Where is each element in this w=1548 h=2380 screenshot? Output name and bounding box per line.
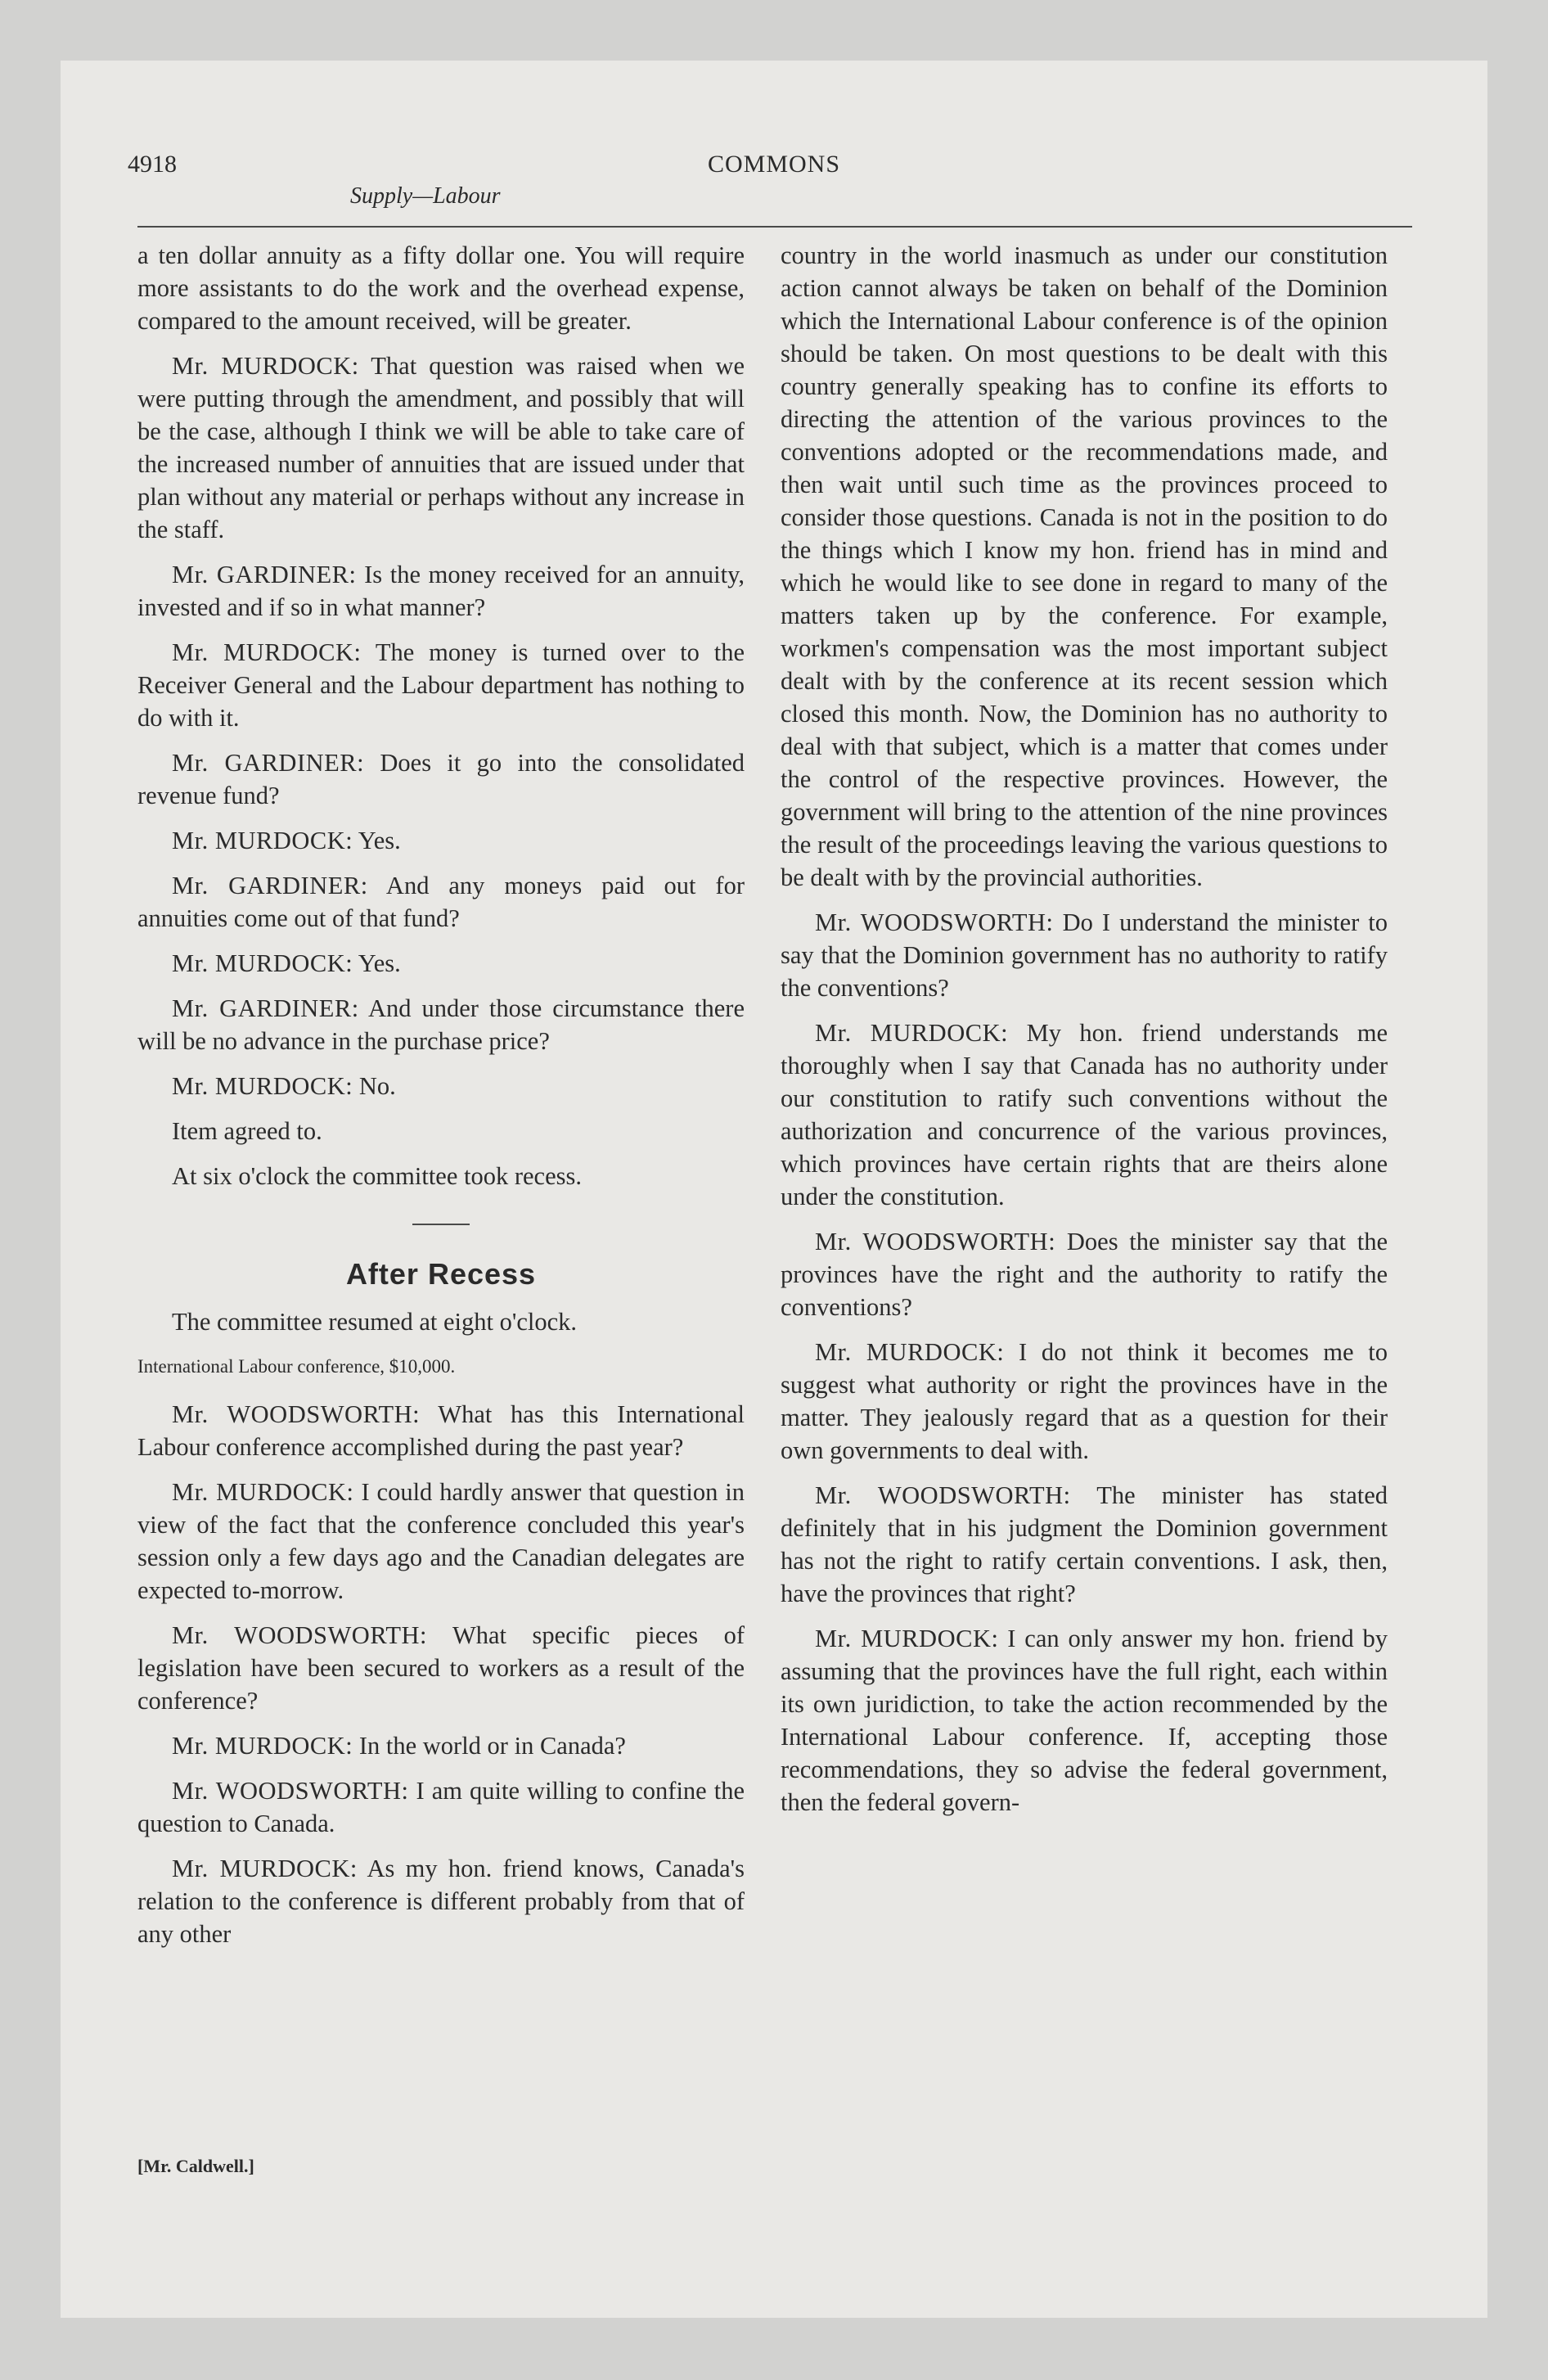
speech: I could hardly answer that question in view of the fact that the conference concluded this year's session only a few days ago and the Canadian delegates are expected to-morrow. bbox=[137, 1478, 745, 1604]
speaker: Mr. MURDOCK: bbox=[172, 1072, 353, 1100]
speaker: Mr. MURDOCK: bbox=[172, 1732, 353, 1760]
speech: Yes. bbox=[353, 827, 401, 854]
speech: What specific pieces of legislation have been secured to workers as a result of the conference? bbox=[137, 1621, 745, 1715]
speaker: Mr. GARDINER: bbox=[172, 994, 359, 1022]
paragraph bbox=[137, 746, 745, 812]
paragraph bbox=[137, 636, 745, 734]
speech: Do I understand the minister to say that the Dominion government has no authority to ratify the conventions? bbox=[781, 908, 1388, 1002]
speech: The money is turned over to the Receiver General and the Labour department has nothing to do with it. bbox=[137, 638, 745, 732]
speaker: Mr. GARDINER: bbox=[172, 561, 357, 588]
speech: As my hon. friend knows, Canada's relation to the conference is different probably from that of any other bbox=[137, 1855, 745, 1948]
paragraph: Item agreed to. bbox=[172, 1117, 322, 1145]
speech: And under those circumstance there will be no advance in the purchase price? bbox=[137, 994, 745, 1055]
speaker: Mr. MURDOCK: bbox=[815, 1625, 999, 1652]
paragraph bbox=[137, 1729, 745, 1762]
paragraph bbox=[781, 1225, 1388, 1323]
right-column bbox=[781, 239, 1388, 1831]
speaker: Mr. WOODSWORTH: bbox=[815, 908, 1054, 936]
page-number: 4918 bbox=[128, 151, 177, 178]
speech: Yes. bbox=[353, 949, 401, 977]
speaker: Mr. WOODSWORTH: bbox=[815, 1228, 1056, 1255]
speaker: Mr. MURDOCK: bbox=[815, 1338, 1005, 1366]
speaker: Mr. MURDOCK: bbox=[172, 352, 359, 380]
paragraph bbox=[137, 947, 745, 980]
paragraph bbox=[137, 1070, 745, 1102]
speaker: Mr. GARDINER: bbox=[172, 749, 365, 777]
speaker: Mr. WOODSWORTH: bbox=[815, 1481, 1071, 1509]
paragraph bbox=[137, 1476, 745, 1607]
running-head: COMMONS bbox=[707, 151, 841, 178]
paragraph bbox=[781, 1479, 1388, 1610]
speech: And any moneys paid out for annuities come out of that fund? bbox=[137, 872, 745, 932]
paragraph bbox=[137, 824, 745, 857]
paragraph bbox=[137, 1619, 745, 1717]
speech: My hon. friend understands me thoroughly when I say that Canada has no authority under our constitution to ratify such conventions without the authorization and concurrence of the various provinces, which provinces have certain rights that are theirs alone under the constitution. bbox=[781, 1019, 1388, 1210]
speech: No. bbox=[353, 1072, 396, 1100]
speaker: Mr. MURDOCK: bbox=[172, 1855, 358, 1882]
header-rule bbox=[137, 226, 1412, 228]
footer-note: [Mr. Caldwell.] bbox=[137, 2156, 254, 2176]
paragraph bbox=[137, 1398, 745, 1463]
speech: In the world or in Canada? bbox=[353, 1732, 626, 1760]
speaker: Mr. WOODSWORTH: bbox=[172, 1777, 409, 1805]
paragraph bbox=[781, 1016, 1388, 1213]
speech: What has this International Labour conference accomplished during the past year? bbox=[137, 1400, 745, 1461]
paragraph bbox=[781, 1336, 1388, 1467]
speech: I do not think it becomes me to suggest what authority or right the provinces have in the matter. They jealously regard that as a question for their own governments to deal with. bbox=[781, 1338, 1388, 1464]
speaker: Mr. MURDOCK: bbox=[172, 949, 353, 977]
speech: Is the money received for an annuity, invested and if so in what manner? bbox=[137, 561, 745, 621]
speaker: Mr. MURDOCK: bbox=[172, 638, 362, 666]
paragraph bbox=[137, 1774, 745, 1840]
left-column bbox=[137, 239, 745, 1963]
paragraph bbox=[137, 992, 745, 1057]
speaker: Mr. MURDOCK: bbox=[815, 1019, 1009, 1047]
paragraph bbox=[137, 558, 745, 624]
paragraph bbox=[781, 1622, 1388, 1819]
paragraph bbox=[137, 1852, 745, 1950]
paragraph bbox=[781, 906, 1388, 1004]
speaker: Mr. GARDINER: bbox=[172, 872, 368, 899]
speech: The minister has stated definitely that in his judgment the Dominion government has not the right to ratify certain conventions. I ask, then, have the provinces that right? bbox=[781, 1481, 1388, 1607]
speaker: Mr. MURDOCK: bbox=[172, 827, 353, 854]
vote-item: International Labour conference, $10,000. bbox=[137, 1356, 456, 1377]
section-heading: After Recess bbox=[345, 1257, 537, 1291]
paragraph: country in the world inasmuch as under our constitution action cannot always be taken on behalf of the Dominion which the International Labour conference is of the opinion should be taken. On most questions to be dealt with this country generally speaking has to confine its efforts to directing the attention of the various provinces to the conventions adopted or the recommendations made, and then wait until such time as the provinces proceed to consider those questions. Canada is not in the position to do the things which I know my hon. friend has in mind and which he would like to see done in regard to many of the matters taken up by the conference. For example, workmen's compensation was the most important subject dealt with by the conference at its recent session which closed this month. Now, the Dominion has no authority to deal with that subject, which is a matter that comes under the control of the respective provinces. However, the government will bring to the attention of the nine provinces the result of the proceedings leaving the various questions to be dealt with by the provincial authorities. bbox=[781, 241, 1388, 891]
paragraph: At six o'clock the committee took recess. bbox=[172, 1162, 582, 1190]
speaker: Mr. WOODSWORTH: bbox=[172, 1400, 421, 1428]
section-divider bbox=[412, 1224, 470, 1225]
section-head: Supply—Labour bbox=[350, 183, 501, 209]
speech: Does it go into the consolidated revenue fund? bbox=[137, 749, 745, 809]
speech: Does the minister say that the provinces have the right and the authority to ratify the conventions? bbox=[781, 1228, 1388, 1321]
speech: I can only answer my hon. friend by assuming that the provinces have the full right, each within its own juridiction, to take the action recommended by the International Labour conference. If, accepting those recommendations, they so advise the federal government, then the federal govern- bbox=[781, 1625, 1388, 1816]
paragraph bbox=[137, 869, 745, 935]
paragraph: a ten dollar annuity as a fifty dollar one. You will require more assistants to do the work and the overhead expense, compared to the amount received, will be greater. bbox=[137, 241, 745, 335]
speaker: Mr. MURDOCK: bbox=[172, 1478, 354, 1506]
speaker: Mr. WOODSWORTH: bbox=[172, 1621, 427, 1649]
speech: That question was raised when we were putting through the amendment, and possibly that will be the case, although I think we will be able to take care of the increased number of annuities that are issued under that plan without any material or perhaps without any increase in the staff. bbox=[137, 352, 745, 543]
speech: I am quite willing to confine the question to Canada. bbox=[137, 1777, 745, 1837]
paragraph bbox=[137, 349, 745, 546]
paragraph: The committee resumed at eight o'clock. bbox=[172, 1308, 578, 1336]
